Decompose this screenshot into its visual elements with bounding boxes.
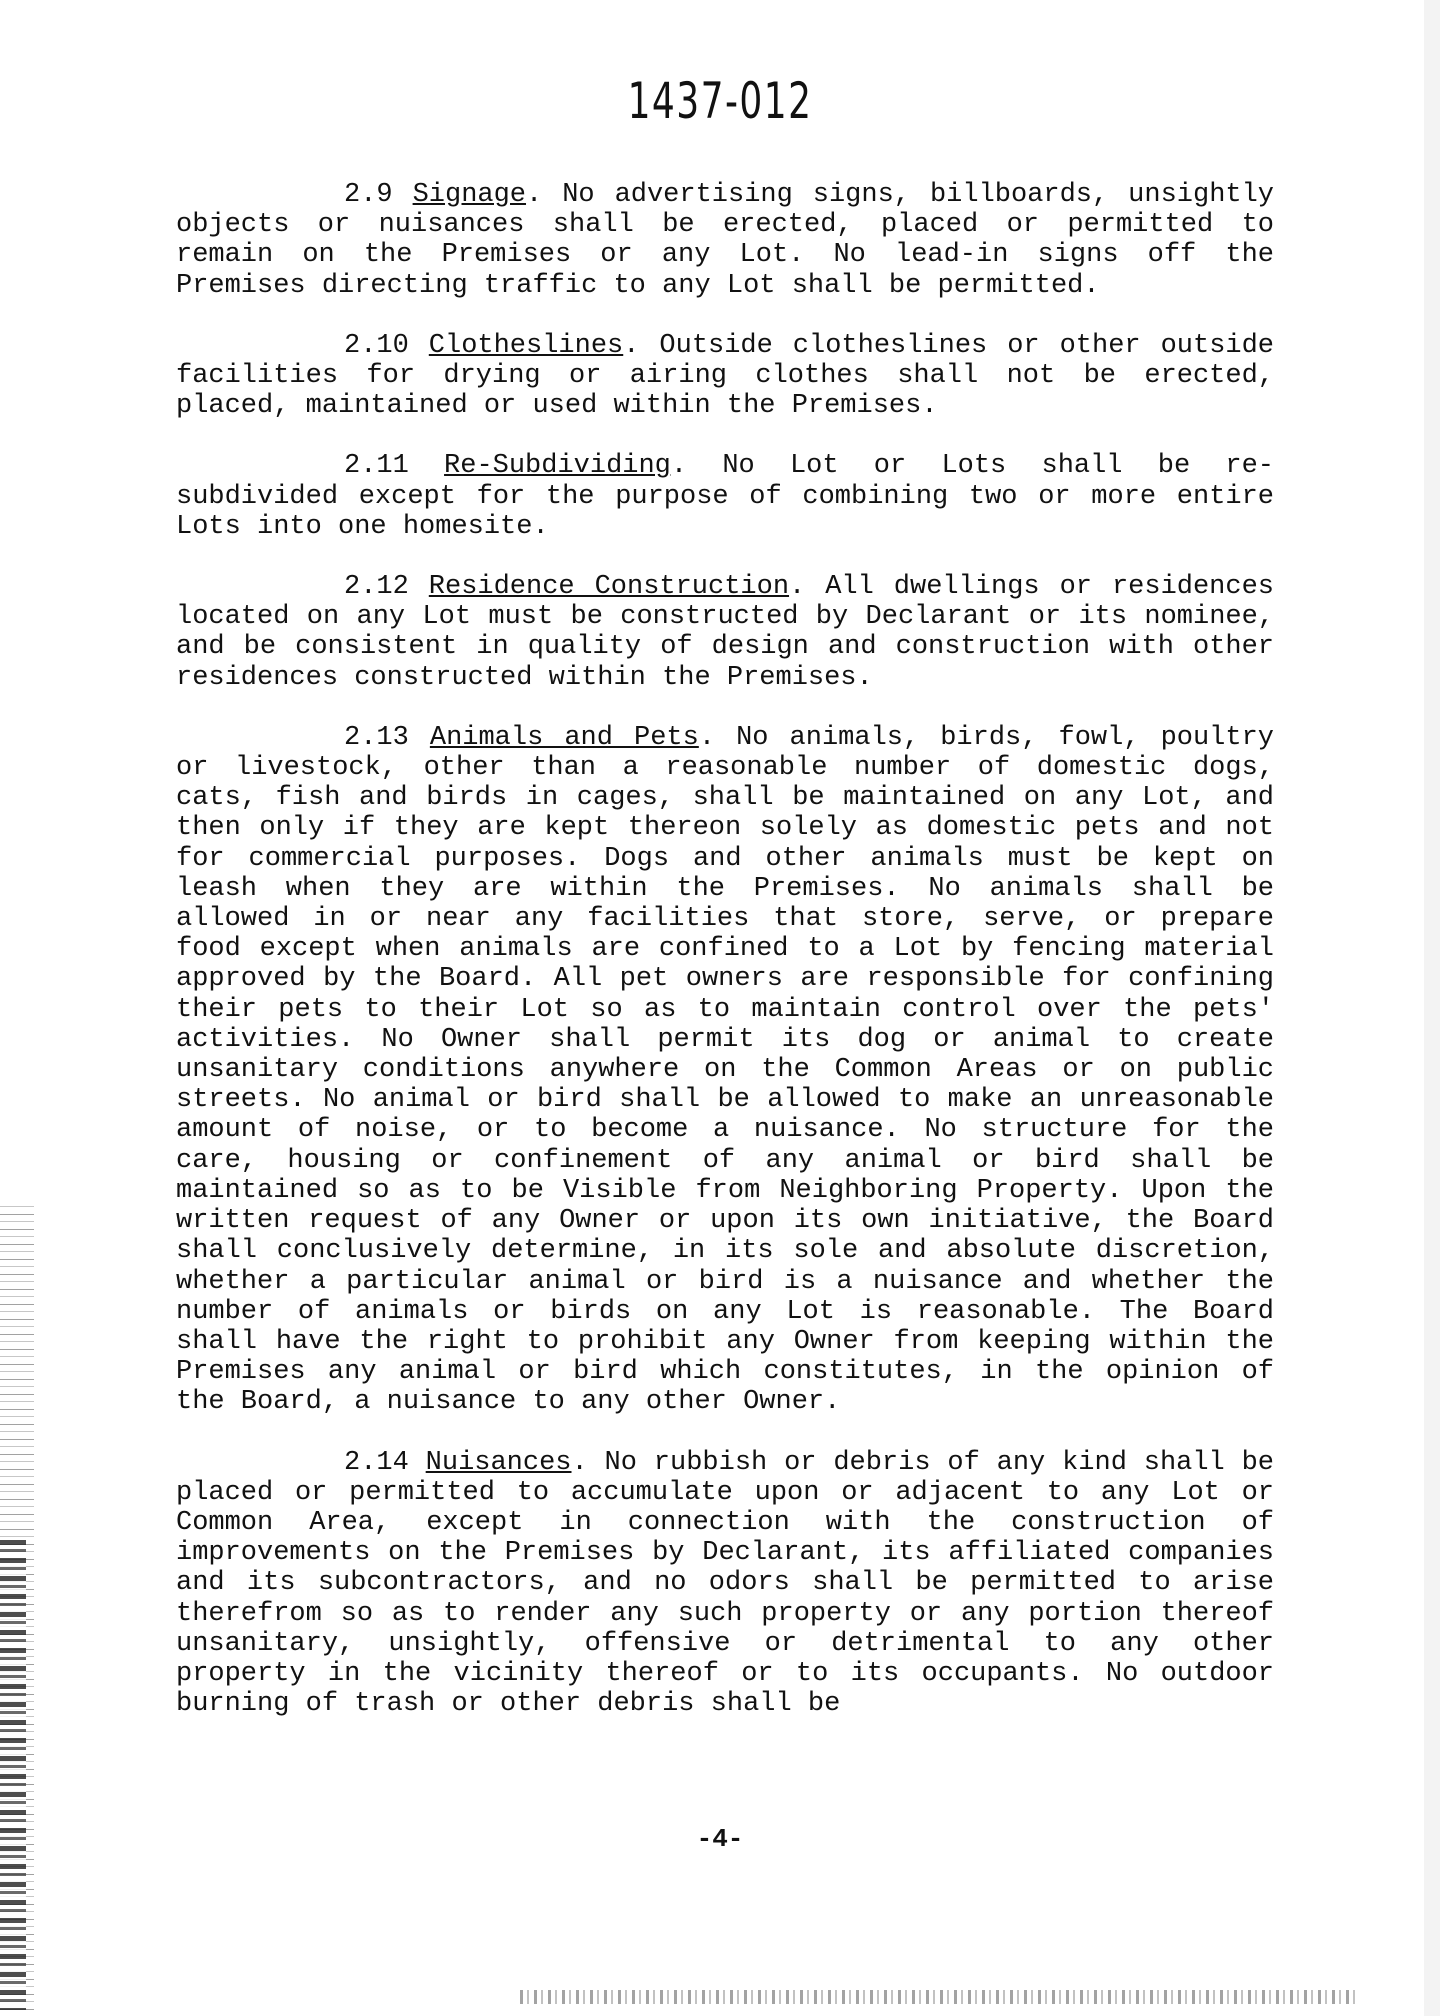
section-heading: Residence Construction [428, 572, 790, 603]
section-number: 2.14 [344, 1447, 409, 1478]
scan-artifact-bottom [520, 1990, 1360, 2004]
section-text: . Outside clotheslines or other outside facilities for drying or airing clothes shall not be erected, placed, maintained or used within the Premises. [176, 330, 1275, 422]
page-number: -4- [696, 1824, 744, 1854]
section-text: . No animals, birds, fowl, poultry or livestock, other than a reasonable number of domestic dogs, cats, fish and birds in cages, shall be maintained on any Lot, and then only if they are kept thereon solely as domestic pets and not for commercial purposes. Dogs and other animals must be kept on leash when they are within the Premises. No animals shall be allowed in or near any facilities that store, serve, or prepare food except when animals are confined to a Lot by fencing material approved by the Board. All pet owners are responsible for confining their pets to their Lot so as to maintain control over the pets' activities. No Owner shall permit its dog or animal to create unsanitary conditions anywhere on the Common Areas or on public streets. No animal or bird shall be allowed to make an unreasonable amount of noise, or to become a nuisance. No structure for the care, housing or confinement of any animal or bird shall be maintained so as to be Visible from Neighboring Property. Upon the written request of any Owner or upon its own initiative, the Board shall conclusively determine, in its sole and absolute discretion, whether a particular animal or bird is a nuisance and whether the number of animals or birds on any Lot is reasonable. The Board shall have the right to prohibit any Owner from keeping within the Premises any animal or bird which constitutes, in the opinion of the Board, a nuisance to any other Owner. [176, 722, 1274, 1418]
document-body [176, 180, 1274, 1719]
section-number: 2.10 [344, 330, 409, 361]
scan-artifact-left-dark [0, 1540, 26, 2010]
document-number: 1437-012 [627, 72, 813, 130]
section-heading: Re-Subdividing [444, 451, 671, 482]
section-text: . All dwellings or residences located on any Lot must be constructed by Declarant or its nominee, and be consistent in quality of design and construction with other residences constructed within the Premises. [176, 572, 1274, 693]
section-number: 2.12 [344, 572, 409, 603]
section-text: . No rubbish or debris of any kind shall be placed or permitted to accumulate upon or adjacent to any Lot or Common Area, except in connection with the construction of improvements on the Premises by Declarant, its affiliated companies and its subcontractors, and no odors shall be permitted to arise therefrom so as to render any such property or any portion thereof unsanitary, unsightly, offensive or detrimental to any other property in the vicinity thereof or to its occupants. No outdoor burning of trash or other debris shall be [176, 1447, 1275, 1720]
section-2-12 [176, 572, 1274, 693]
section-text: . No advertising signs, billboards, unsightly objects or nuisances shall be erected, placed or permitted to remain on the Premises or any Lot. No lead-in signs off the Premises directing traffic to any Lot shall be permitted. [176, 180, 1275, 301]
section-number: 2.9 [344, 180, 393, 210]
section-2-9 [176, 180, 1274, 301]
scan-artifact-right [1424, 0, 1440, 2016]
section-heading: Nuisances [425, 1447, 572, 1478]
section-2-11 [176, 451, 1274, 542]
section-number: 2.11 [344, 451, 409, 482]
section-text: . No Lot or Lots shall be re-subdivided except for the purpose of combining two or more entire Lots into one homesite. [176, 451, 1274, 542]
section-heading: Animals and Pets [429, 722, 699, 753]
section-2-10 [176, 331, 1274, 422]
section-2-13 [176, 723, 1274, 1418]
section-heading: Clotheslines [428, 330, 624, 361]
section-heading: Signage [412, 180, 527, 210]
section-2-14 [176, 1448, 1274, 1720]
section-number: 2.13 [344, 722, 409, 753]
